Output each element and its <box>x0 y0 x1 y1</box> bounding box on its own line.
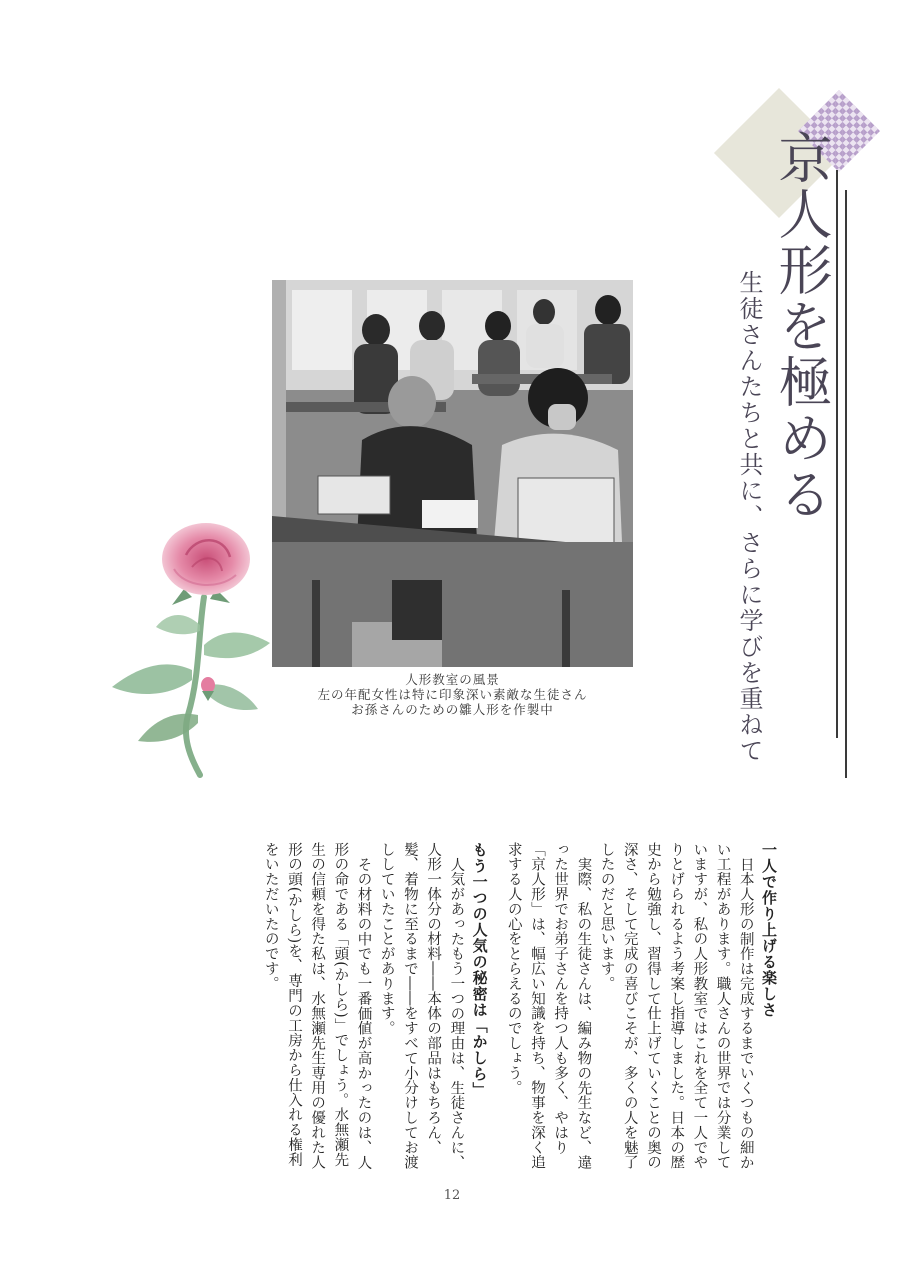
paragraph: その材料の中でも一番価値が高かったのは、人形の命である「頭(かしら)」でしょう。水無瀬先生の信頼を得た私は、水無瀬先生専用の優れた人形の頭(かしら)を、専門の工房から仕入れる権利をいただいたのです。 <box>262 842 372 1170</box>
article-body <box>130 842 780 1172</box>
classroom-photo-graphic <box>272 280 633 667</box>
classroom-photo <box>272 280 633 667</box>
page-title: 京人形を極める <box>770 130 833 522</box>
decorative-vertical-line <box>845 190 847 778</box>
section-heading: 一人で作り上げる楽しさ <box>760 842 778 1018</box>
section-heading: もう一つの人気の秘密は「かしら」 <box>470 842 489 1098</box>
page-subtitle: 生徒さんたちと共に、さらに学びを重ねて <box>735 270 763 764</box>
caption-line: 人形教室の風景 <box>405 672 500 687</box>
paragraph: 人気があったもう一つの理由は、生徒さんに、人形一体分の材料――本体の部品はもちろん、髪、着物に至るまで――をすべて小分けしてお渡ししていたことがあります。 <box>378 842 465 1170</box>
caption-line: お孫さんのための雛人形を作製中 <box>351 702 554 717</box>
caption-line: 左の年配女性は特に印象深い素敵な生徒さん <box>317 687 588 702</box>
paragraph: 実際、私の生徒さんは、編み物の先生など、違った世界でお弟子さんを持つ人も多く、やはり「京人形」は、幅広い知識を持ち、物事を深く追求する人の心をとらえるのでしょう。 <box>505 842 592 1170</box>
page-number: 12 <box>443 1188 461 1203</box>
paragraph: 日本人形の制作は完成するまでいくつもの細かい工程があります。職人さんの世界では分業していますが、私の人形教室ではこれを全て一人でやりとげられるよう考案し指導しました。日本の歴史から勉強し、習得して仕上げていくことの奥の深さ、そして完成の喜びこそが、多くの人を魅了したのだと思います。 <box>598 842 754 1170</box>
photo-caption <box>272 672 633 717</box>
decorative-vertical-line <box>836 170 838 738</box>
rose-illustration <box>100 505 275 780</box>
